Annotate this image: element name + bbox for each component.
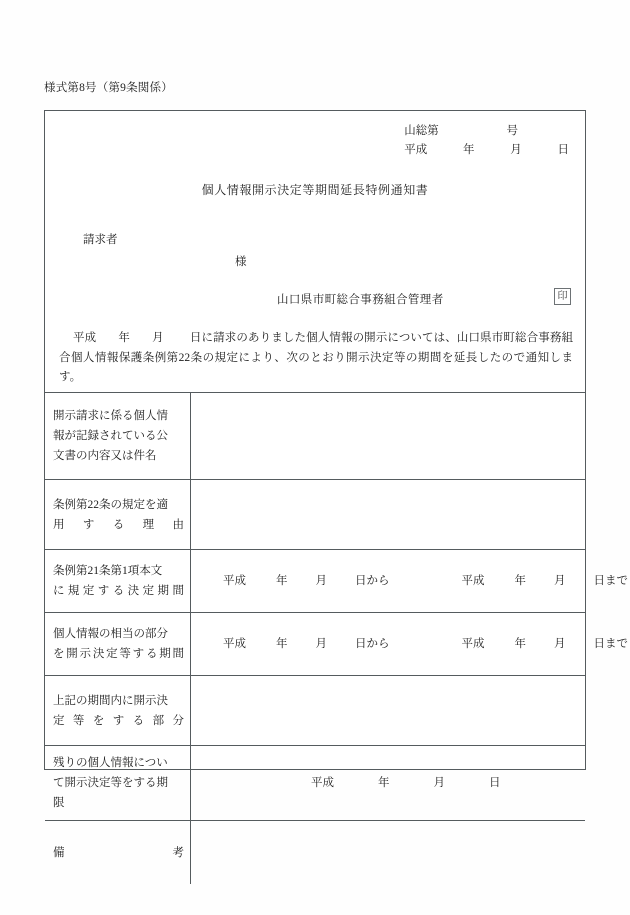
year-label: 年 — [463, 144, 475, 156]
row-label-disclosure-subject — [45, 393, 191, 480]
row-value-article22-reason[interactable] — [191, 480, 586, 550]
month-label: 月 — [433, 776, 445, 789]
form-table — [45, 392, 628, 884]
table-row — [45, 676, 585, 746]
label-line: て開示決定等をする期 — [53, 777, 168, 789]
month-label: 月 — [510, 144, 522, 156]
label-line: 限 — [53, 797, 65, 809]
label-line: 条例第22条の規定を適 — [53, 498, 168, 511]
requester-label: 請求者 — [83, 234, 118, 246]
row-label-statutory-period — [45, 550, 191, 613]
body-paragraph — [59, 329, 573, 388]
row-value-remarks[interactable] — [191, 821, 586, 885]
month-label: 月 — [554, 574, 566, 587]
label-line: 上記の期間内に開示決 — [53, 694, 168, 707]
row-label-remaining-deadline — [45, 746, 191, 821]
body-text: 日に請求のありました個人情報の開示については、山口県市町総合事務組合個人情報保護条例第22条の規定により、次のとおり開示決定等の期間を延長したので通知します。 — [59, 332, 574, 383]
label-line: 定等をする部分 — [53, 714, 184, 727]
era-label: 平成 — [223, 574, 246, 587]
body-era-label: 平成 — [73, 332, 97, 344]
table-row — [45, 393, 585, 480]
label-line: 報が記録されている公 — [53, 430, 168, 442]
document-number-row — [404, 122, 569, 141]
table-row — [45, 821, 585, 885]
era-label: 平成 — [461, 637, 485, 650]
form-number: 様式第8号（第9条関係） — [44, 82, 173, 94]
label-line: を開示決定等する期間 — [53, 648, 184, 660]
table-row — [45, 746, 585, 821]
label-line: 備考 — [53, 846, 184, 859]
row-value-statutory-period[interactable] — [191, 550, 628, 613]
document-date-row — [404, 141, 569, 160]
row-label-article22-reason — [45, 480, 191, 550]
row-value-portion-in-period[interactable] — [191, 676, 586, 746]
month-label: 月 — [315, 637, 327, 650]
era-label: 平成 — [223, 637, 246, 650]
page-title: 個人情報開示決定等期間延長特例通知書 — [201, 183, 429, 197]
issuer-name: 山口県市町総合事務組合管理者 — [277, 294, 444, 306]
from-label: 日から — [355, 574, 390, 587]
era-label: 平成 — [311, 776, 334, 789]
document-number-label: 山総第 — [404, 125, 439, 137]
label-line: 文書の内容又は件名 — [53, 450, 157, 462]
label-line: 個人情報の相当の部分 — [53, 628, 168, 640]
label-line: に規定する決定期間 — [53, 585, 184, 597]
row-value-disclosure-subject[interactable] — [191, 393, 586, 480]
era-label: 平成 — [404, 144, 428, 156]
month-label: 月 — [315, 574, 327, 587]
table-row — [45, 613, 585, 676]
month-label: 月 — [554, 637, 566, 650]
document-number-block — [404, 122, 569, 160]
date-range — [201, 575, 628, 587]
day-label: 日 — [489, 776, 501, 789]
year-label: 年 — [514, 637, 526, 650]
row-label-portion-in-period — [45, 676, 191, 746]
from-label: 日から — [355, 637, 390, 650]
row-label-partial-period — [45, 613, 191, 676]
row-label-remarks — [45, 821, 191, 885]
label-line: 用する理由 — [53, 518, 184, 531]
form-header-area — [45, 111, 585, 392]
to-label: 日まで — [593, 637, 628, 650]
era-label: 平成 — [461, 574, 485, 587]
label-line: 開示請求に係る個人情 — [53, 410, 168, 422]
to-label: 日まで — [593, 574, 628, 587]
label-line: 条例第21条第1項本文 — [53, 565, 163, 577]
year-label: 年 — [514, 574, 526, 587]
year-label: 年 — [276, 637, 288, 650]
body-month-label: 月 — [152, 332, 164, 344]
requester-honorific: 様 — [235, 256, 247, 268]
year-label: 年 — [276, 574, 288, 587]
date-range — [201, 638, 628, 650]
document-number-suffix: 号 — [506, 125, 518, 137]
day-label: 日 — [557, 144, 569, 156]
seal-icon: 印 — [554, 288, 571, 305]
body-year-label: 年 — [118, 332, 130, 344]
form-frame — [44, 110, 628, 859]
label-line: 残りの個人情報につい — [53, 757, 168, 769]
table-row — [45, 480, 585, 550]
row-value-remaining-deadline[interactable] — [191, 746, 586, 821]
table-row — [45, 550, 585, 613]
year-label: 年 — [378, 776, 390, 789]
row-value-partial-period[interactable] — [191, 613, 628, 676]
single-date — [201, 777, 501, 789]
